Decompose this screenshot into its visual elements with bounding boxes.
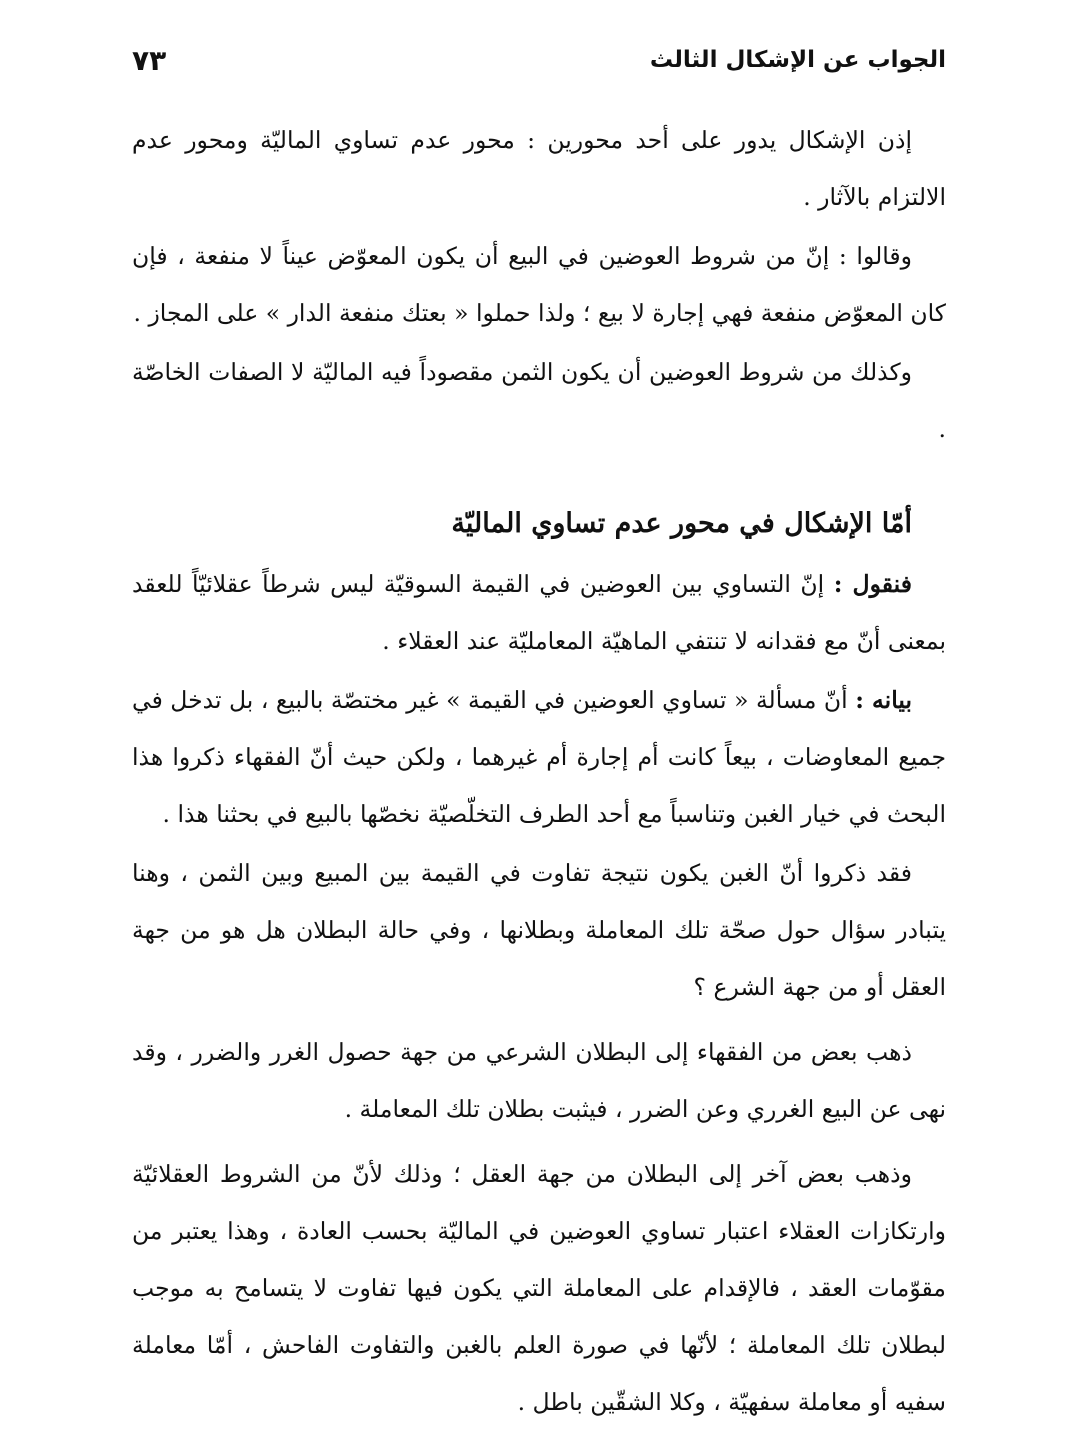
paragraph-intro-1: إذن الإشكال يدور على أحد محورين : محور عدم تساوي الماليّة ومحور عدم الالتزام بالآثار .	[132, 126, 946, 211]
paragraph-ghabn: فقد ذكروا أنّ الغبن يكون نتيجة تفاوت في القيمة بين المبيع وبين الثمن ، وهنا يتبادر سؤال حول صحّة تلك المعاملة وبطلانها ، وفي حالة البطلان هل هو من جهة العقل أو من جهة الشرع ؟	[132, 859, 946, 1001]
paragraph-rational-invalidity: وذهب بعض آخر إلى البطلان من جهة العقل ؛ وذلك لأنّ من الشروط العقلائيّة وارتكازات العقلاء اعتبار تساوي العوضين في الماليّة بحسب العادة ، وهذا يعتبر من مقوّمات العقد ، فالإقدام على المعاملة التي يكون فيها تفاوت لا يتسامح به موجب لبطلان تلك المعاملة ؛ لأنّها في صورة العلم بالغبن والتفاوت الفاحش ، أمّا معاملة سفيه أو معاملة سفهيّة ، وكلا الشقّين باطل .	[132, 1160, 946, 1416]
paragraph-shari-invalidity: ذهب بعض من الفقهاء إلى البطلان الشرعي من جهة حصول الغرر والضرر ، وقد نهى عن البيع الغرري وعن الضرر ، فيثبت بطلان تلك المعاملة .	[132, 1038, 946, 1123]
paragraph-intro-2: وقالوا : إنّ من شروط العوضين في البيع أن يكون المعوّض عيناً لا منفعة ، فإن كان المعوّض منفعة فهي إجارة لا بيع ؛ ولذا حملوا « بعتك منفعة الدار » على المجاز .	[132, 242, 946, 327]
section-heading: أمّا الإشكال في محور عدم تساوي الماليّة	[451, 508, 912, 539]
paragraph-fanaqul	[132, 556, 946, 670]
paragraph-intro-3: وكذلك من شروط العوضين أن يكون الثمن مقصوداً فيه الماليّة لا الصفات الخاصّة .	[132, 358, 946, 443]
running-header	[132, 38, 946, 82]
chapter-title: الجواب عن الإشكال الثالث	[649, 47, 946, 73]
paragraph-lead-word: بيانه :	[855, 686, 912, 714]
paragraph-body: أنّ مسألة « تساوي العوضين في القيمة » غير مختصّة بالبيع ، بل تدخل في جميع المعاوضات ، بيعاً كانت أم إجارة أم غيرهما ، ولكن حيث أنّ الفقهاء ذكروا هذا البحث في خيار الغبن وتناسباً مع أحد الطرف التخلّصيّة نخصّها بالبيع في بحثنا هذا .	[132, 686, 946, 828]
body-text	[132, 112, 946, 1433]
page-number: ٧٣	[132, 43, 167, 77]
paragraph-lead-word: فنقول :	[833, 570, 912, 598]
paragraph-body: إنّ التساوي بين العوضين في القيمة السوقيّة ليس شرطاً عقلائيّاً للعقد بمعنى أنّ مع فقدانه لا تنتفي الماهيّة المعامليّة عند العقلاء .	[132, 570, 946, 655]
paragraph-bayanuhu	[132, 672, 946, 843]
